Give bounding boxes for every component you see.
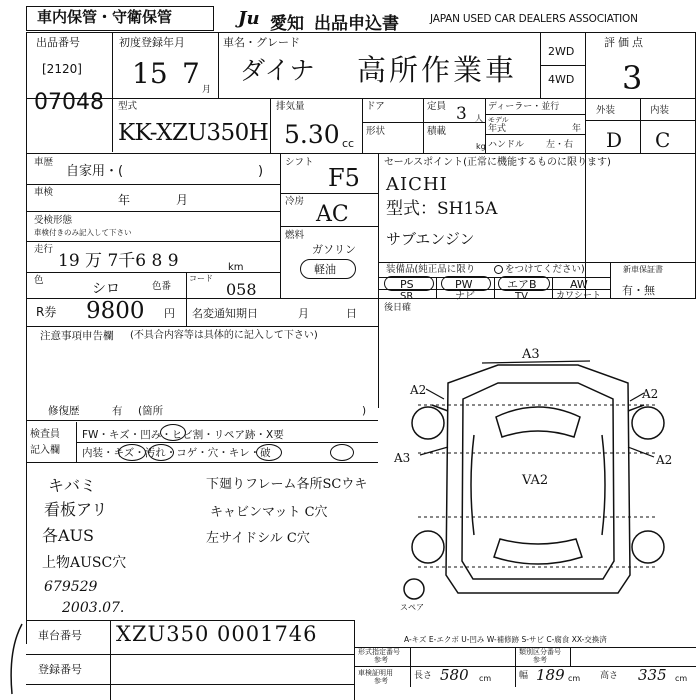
displacement-value: 5.30 — [284, 120, 340, 149]
shift-value: F5 — [328, 164, 360, 192]
chassis-label: 車台番号 — [38, 629, 82, 642]
repair-close: ) — [362, 405, 367, 417]
name-change-label: 名変通知期日 — [192, 307, 258, 320]
model-year-label: モデル — [488, 116, 509, 124]
inspector-interior-row: 内装・キズ・汚れ・コゲ・穴・キレ・破 — [82, 447, 271, 459]
row-div-notes — [26, 420, 378, 421]
exterior-label: 外装 — [596, 105, 616, 116]
model-label: 型式 — [118, 101, 138, 112]
equip-airbag: エアB — [507, 278, 537, 291]
vehicle-name-label: 車名・グレード — [223, 36, 300, 49]
mileage-label: 走行 — [34, 244, 54, 255]
category-ref-label: 参考 — [533, 656, 547, 664]
equip-tv: TV — [515, 291, 528, 302]
lot-code: [2120] — [42, 62, 82, 76]
mileage-unit: km — [228, 262, 244, 273]
inspector-dent-circle — [160, 424, 186, 441]
equipment-label: 装備品(純正品に限り — [386, 264, 476, 275]
wheel-rear-right — [632, 531, 664, 563]
interior-score: C — [655, 128, 671, 152]
col-div-score2 — [640, 98, 641, 153]
inspector-note-left-4: 上物AUSC穴 — [42, 555, 127, 571]
wheel-rear-left — [412, 531, 444, 563]
displacement-unit: cc — [342, 137, 355, 150]
form-title: 出品申込書 — [314, 14, 399, 34]
sales-point-label: セールスポイント(正常に機能するものに限ります) — [384, 157, 611, 168]
inspector-hole-circle — [256, 444, 282, 461]
damage-mark-center: VA2 — [522, 473, 549, 488]
category-label: 類別区分番号 — [519, 648, 561, 656]
dealer-label: ディーラー・並行 — [488, 102, 560, 112]
notes-label: 注意事項申告欄 — [40, 330, 114, 342]
registration-number-label: 登録番号 — [38, 663, 82, 676]
color-number-label: 色番 — [152, 281, 172, 292]
wheel-front-right — [632, 407, 664, 439]
chassis-value: XZU350 0001746 — [116, 622, 318, 646]
col-div-chassis — [110, 620, 111, 700]
score-label: 評価点 — [604, 36, 646, 49]
row-div-inspector — [76, 442, 378, 443]
drive-4wd: 4WD — [548, 73, 575, 86]
row-div-history — [26, 184, 280, 185]
row-div-modelyear — [485, 134, 585, 135]
sales-point-line-1: AICHI — [386, 174, 448, 195]
name-change-day: 日 — [346, 307, 357, 320]
inspector-note-left-6: 2003.07. — [62, 600, 125, 616]
after-check-label: 後日確 — [384, 303, 412, 313]
mark-line-left-upper — [426, 389, 444, 399]
frame-right — [695, 32, 696, 298]
spare-label: スペア — [400, 603, 424, 612]
model-year-unit: 年 — [572, 124, 582, 134]
receive-label: 受検形態 — [34, 215, 73, 226]
damage-mark-left-upper: A2 — [410, 383, 427, 397]
inspector-sublabel: 記入欄 — [30, 445, 60, 456]
registration-label: 初度登録年月 — [119, 36, 185, 49]
width-unit: cm — [568, 674, 581, 683]
equip-col-2 — [494, 277, 495, 298]
col-div-5 — [362, 98, 363, 153]
right-panel — [602, 435, 605, 535]
lot-label: 出品番号 — [36, 36, 80, 49]
row-div-2 — [26, 153, 585, 154]
inspector-note-left-2: 看板アリ — [44, 500, 108, 519]
equip-pw: PW — [455, 278, 473, 291]
sales-point-line-2: 型式：SH15A — [386, 199, 498, 219]
receive-open — [140, 222, 193, 234]
equip-ps: PS — [400, 278, 414, 291]
windshield — [496, 407, 580, 437]
equip-col-1 — [436, 277, 437, 298]
inspector-note-right-1: 下廻りフレーム各所SCウキ — [206, 477, 368, 492]
col-div-dim-3 — [570, 647, 571, 666]
wheel-front-left — [412, 407, 444, 439]
row-div-chassis-top — [26, 620, 354, 621]
lot-number: 07048 — [34, 90, 104, 115]
width-label: 幅 — [519, 671, 529, 681]
history-label: 車歴 — [34, 157, 54, 168]
shift-label: シフト — [285, 157, 314, 168]
height-value: 335 — [638, 666, 667, 684]
inspector-note-right-3: 左サイドシル C穴 — [206, 531, 310, 546]
ac-label: 冷房 — [285, 196, 305, 207]
mileage-value: 19 万 7千6 8 9 — [58, 251, 179, 271]
inspector-note-left-5: 679529 — [44, 579, 98, 595]
row-div-inspection — [26, 211, 280, 212]
col-div-6 — [423, 98, 424, 153]
length-label: 長さ — [414, 671, 433, 681]
repair-location: (箇所 — [138, 405, 164, 417]
row-div-1 — [26, 98, 696, 99]
inspector-note-right-2: キャビンマット C穴 — [210, 505, 328, 520]
col-div-chassis-right — [354, 620, 355, 700]
interior-label: 内装 — [650, 105, 670, 116]
frame-left — [26, 32, 27, 644]
inspector-scratch-circle — [118, 444, 146, 461]
repair-label: 修復歴 — [48, 405, 80, 417]
equipment-mark-circle — [494, 265, 503, 274]
exterior-score: D — [606, 128, 623, 152]
damage-mark-top: A3 — [522, 347, 540, 362]
color-div — [186, 272, 187, 298]
col-div-warranty — [610, 262, 611, 298]
height-label: 高さ — [600, 671, 619, 681]
row-div-chassis — [26, 654, 354, 655]
sales-point-line-3: サブエンジン — [386, 230, 475, 248]
row-div-chassis2 — [26, 684, 354, 685]
inspector-note-left-1: キバミ — [48, 476, 97, 495]
receive-note: 車検付きのみ記入して下さい — [34, 228, 132, 237]
vehicle-cert-label: 車検証明用 — [358, 669, 393, 677]
shape-label: 形状 — [366, 126, 386, 137]
length-unit: cm — [479, 674, 492, 683]
row-div-rfee — [26, 326, 378, 327]
damage-mark-right-lower: A2 — [656, 453, 673, 467]
height-unit: cm — [675, 674, 688, 683]
form-ref-label: 参考 — [374, 656, 388, 664]
row-div-sales — [378, 262, 696, 263]
association-name: JAPAN USED CAR DEALERS ASSOCIATION — [430, 13, 638, 25]
repair-value: 有 — [112, 405, 123, 417]
warranty-label: 新車保証書 — [623, 265, 663, 274]
inspector-tear-circle — [330, 444, 354, 461]
vehicle-name: ダイナ — [240, 56, 315, 85]
history-value: 自家用・( — [66, 164, 124, 179]
displacement-label: 排気量 — [276, 101, 305, 112]
color-code-label: コード — [189, 274, 213, 283]
left-panel — [471, 435, 474, 535]
drive-div — [540, 65, 585, 66]
capacity-value: 3 — [456, 104, 467, 124]
drive-2wd: 2WD — [548, 45, 575, 58]
load-unit: kg — [476, 142, 486, 151]
pen-stroke — [4, 620, 28, 700]
color-label: 色 — [34, 275, 44, 286]
registration-month-unit: 月 — [202, 85, 212, 95]
rfee-value: 9800 — [86, 298, 145, 324]
damage-mark-left-lower: A3 — [394, 451, 411, 465]
score-value: 3 — [622, 59, 643, 97]
color-value: シロ — [92, 281, 120, 297]
spare-tire — [404, 579, 424, 599]
equip-aw: AW — [570, 278, 588, 291]
mark-line-left-lower — [420, 447, 448, 455]
registration-month: 7 — [182, 57, 200, 90]
row-div-receive — [26, 241, 280, 242]
vehicle-grade: 高所作業車 — [357, 53, 518, 87]
load-label: 積載 — [427, 126, 447, 137]
inspection-year-unit: 年 — [118, 193, 131, 207]
ju-logo: Ju — [238, 8, 260, 29]
inspector-label: 検査員 — [30, 429, 60, 440]
vehicle-cert-ref-label: 参考 — [374, 677, 388, 685]
col-div-dim-1 — [410, 647, 411, 687]
col-div-dim-2 — [515, 647, 516, 687]
color-code: 058 — [226, 280, 257, 299]
mark-line-right-lower — [628, 447, 654, 457]
width-value: 189 — [536, 666, 565, 684]
equip-leather: カワシート — [556, 291, 602, 301]
equip-navi: ナビ — [455, 291, 475, 302]
registration-year: 15 — [132, 57, 168, 90]
model-year-label2: 年式 — [488, 124, 507, 134]
inspector-stain-circle — [148, 444, 174, 461]
warranty-options: 有・無 — [622, 284, 655, 297]
inspector-fw-row: FW・キズ・凹み・ヒビ割・リペア跡・X要 — [82, 429, 284, 441]
inspection-month-unit: 月 — [176, 193, 189, 207]
col-div-2 — [218, 32, 219, 98]
history-close: ) — [258, 164, 264, 179]
damage-mark-right-upper: A2 — [642, 387, 659, 401]
col-div-rfee — [186, 298, 187, 326]
org-name: 愛知 — [270, 14, 304, 34]
handle-label: ハンドル — [488, 140, 525, 150]
name-change-month: 月 — [298, 307, 309, 320]
equipment-label-mark: をつけてください) — [505, 264, 585, 275]
form-number-label: 形式指定番号 — [358, 648, 400, 656]
row-div-inspector2 — [26, 462, 378, 463]
fuel-diesel: 軽油 — [314, 263, 336, 276]
ac-value: AC — [316, 202, 349, 227]
rfee-label: R券 — [36, 305, 57, 319]
capacity-unit: 人 — [475, 114, 483, 123]
length-value: 580 — [440, 666, 469, 684]
row-div-shift — [280, 193, 378, 194]
col-div-4 — [270, 98, 271, 153]
rear-window — [494, 539, 582, 564]
equip-col-3 — [552, 277, 553, 298]
door-label: ドア — [366, 101, 385, 112]
handle-options: 左・右 — [546, 140, 574, 150]
fuel-label: 燃料 — [285, 230, 305, 241]
frame-top — [26, 32, 696, 33]
storage-badge-text: 車内保管・守衛保管 — [37, 8, 173, 26]
row-div-dealer — [485, 114, 585, 115]
equip-sr: SR — [400, 291, 414, 302]
rfee-yen: 円 — [164, 307, 175, 320]
damage-legend: A-キズ E-エクボ U-凹み W-補修跡 S-サビ C-腐食 XX-交換済 — [404, 635, 607, 644]
inspection-label: 車検 — [34, 187, 54, 198]
model-value: KK-XZU350H — [118, 120, 269, 146]
inspector-note-left-3: 各AUS — [42, 526, 95, 545]
fuel-gas: ガソリン — [312, 243, 356, 256]
row-div-2b — [585, 153, 695, 154]
capacity-label: 定員 — [427, 101, 447, 112]
notes-hint: (不具合内容等は具体的に記入して下さい) — [130, 330, 318, 341]
col-div-1 — [112, 32, 113, 152]
